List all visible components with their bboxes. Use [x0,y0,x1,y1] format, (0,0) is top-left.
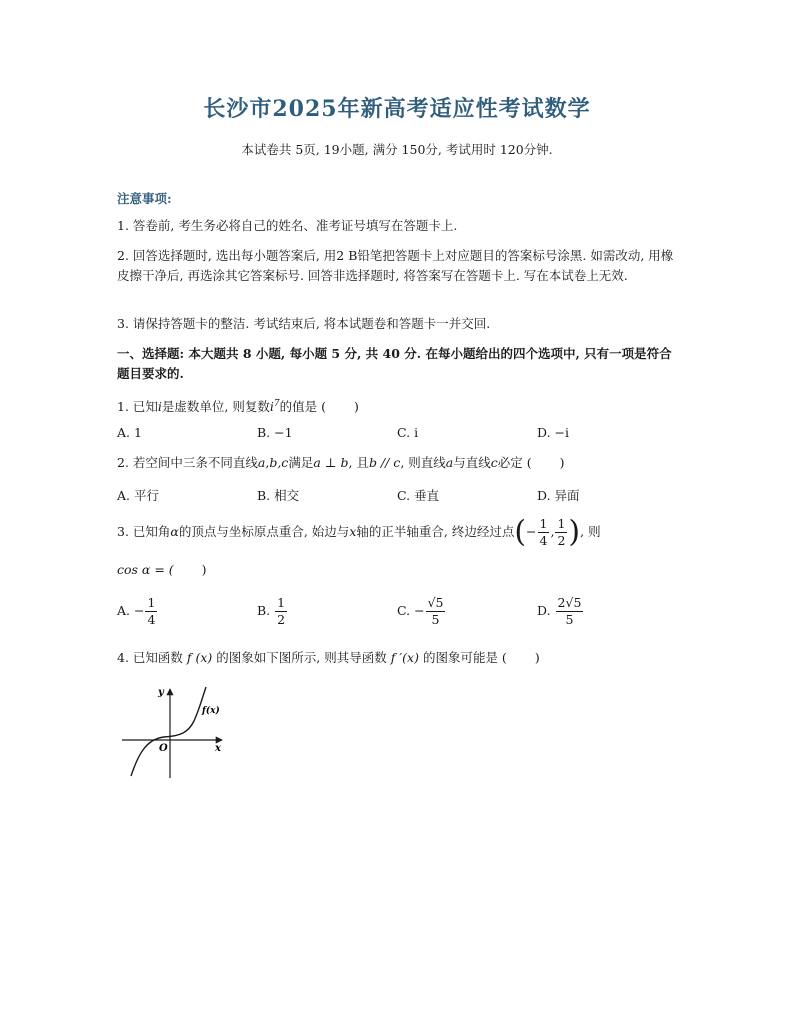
q2-stem-f: 必定 ( [497,455,532,470]
q2-option-d: D. 异面 [537,488,580,503]
x-axis-label: x [215,743,221,754]
q3-alpha: α [170,524,179,539]
q3-stem-d: , 则 [580,524,601,539]
q4-stem-b: 的图象如下图所示, 则其导函数 [216,650,387,665]
q2-rel1: a ⊥ b [313,455,349,470]
q2-option-b: B. 相交 [257,488,300,503]
q4-fpx: f ′(x) [390,650,419,665]
q1-option-c: C. i [397,425,419,440]
question-2 [117,453,565,473]
q3-line-2 [117,560,207,580]
q3-option-b: B. $\frac{1}{2}$ [257,595,286,627]
q2-rel2: b // c [368,455,401,470]
q2-stem-g: ) [559,455,565,470]
q3-stem-c: 轴的正半轴重合, 终边经过点 [356,524,515,539]
q4-fx: f (x) [186,650,213,665]
q1-option-a: A. 1 [117,425,142,440]
y-axis-label: y [158,687,164,698]
q1-pow-exp: 7 [273,399,280,409]
q3-option-d: D. $\frac{2√5}{5}$ [537,595,582,627]
q2-option-a: A. 平行 [117,488,159,503]
q2-option-c: C. 垂直 [397,488,440,503]
question-4 [117,648,540,668]
q2-var-a: a [445,455,454,470]
exam-subtitle: 本试卷共 5页, 19小题, 满分 150分, 考试用时 120分钟. [241,142,553,157]
fx-curve [131,687,206,776]
q2-stem-c: , 且 [348,455,369,470]
q3-option-a: A. − $\frac{1}{4}$ [117,595,156,627]
notes-heading: 注意事项: [117,191,172,206]
note-1: 1. 答卷前, 考生务必将自己的姓名、准考证号填写在答题卡上. [117,218,458,233]
q3-stem-b: 的顶点与坐标原点重合, 始边与 [178,524,350,539]
q3-stem-a: 3. 已知角 [117,524,171,539]
q1-stem-a: 1. 已知 [117,399,158,415]
q2-vars: a,b,c [257,455,289,470]
q1-stem-d: ) [353,399,359,415]
q1-stem-b: 是虚数单位, 则复数 [161,399,270,415]
question-1 [117,394,359,417]
fx-graph [118,683,230,783]
q1-stem-c: 的值是 ( [279,399,326,415]
q4-stem-d: ) [534,650,540,665]
origin-label: O [159,743,168,754]
q4-stem-a: 4. 已知函数 [117,650,183,665]
q3-point-comma: , [550,524,555,539]
page-title: 长沙市2025年新高考适应性考试数学 [203,96,591,122]
q3-option-c: C. − $\frac{√5}{5}$ [397,595,444,627]
section-1-heading: 一、选择题: 本大题共 8 小题, 每小题 5 分, 共 40 分. 在每小题给出的四个选项中, 只有一项是符合题目要求的. [117,346,672,381]
q1-i: i [157,399,162,415]
q3-point-frac-2: $\frac{1}{2}$ [557,516,566,548]
curve-label: f(x) [202,706,220,716]
q3-line2-end: ) [201,562,207,577]
q3-point-frac-1: $\frac{1}{4}$ [539,516,548,548]
q2-stem-d: , 则直线 [400,455,446,470]
q3-x: x [349,524,357,539]
q4-stem-c: 的图象可能是 ( [422,650,507,665]
q1-option-d: D. −i [537,425,569,440]
q2-var-c: c [490,455,498,470]
q3-point-sign: − [526,524,537,539]
note-2: 2. 回答选择题时, 选出每小题答案后, 用2 B铅笔把答题卡上对应题目的答案标号涂黑. 如需改动, 用橡皮擦干净后, 再选涂其它答案标号. 回答非选择题时, 将答案写在答题卡上. 写在本试卷上无效. [117,248,674,283]
q2-stem-e: 与直线 [453,455,491,470]
q3-cos: cos α = ( [117,562,174,577]
q1-pow-base: i [269,399,274,415]
question-3: 3. 已知角α的顶点与坐标原点重合, 始边与x轴的正半轴重合, 终边经过点(− $\frac{1}{4}$ , $\frac{1}{2}$ ), 则 [117,514,601,550]
q1-option-b: B. −1 [257,425,293,440]
q2-stem-b: 满足 [288,455,314,470]
q2-stem-a: 2. 若空间中三条不同直线 [117,455,258,470]
note-3: 3. 请保持答题卡的整洁. 考试结束后, 将本试题卷和答题卡一并交回. [117,316,491,331]
